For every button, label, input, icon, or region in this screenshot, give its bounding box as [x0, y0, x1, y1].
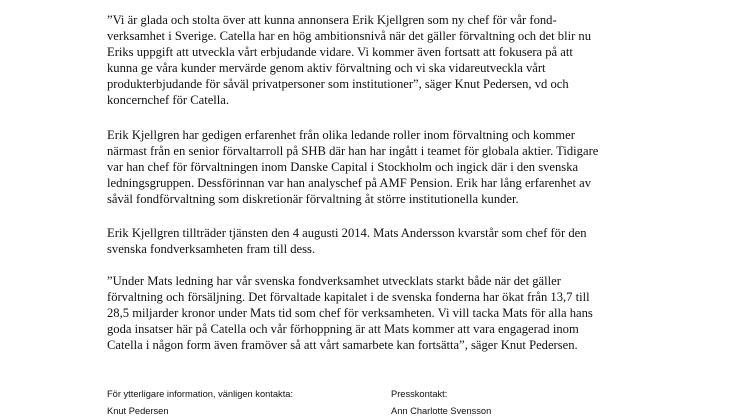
- text-line: produkterbjudande för såväl privatpersoner som institutioner”, säger Knut Pedersen, vd och: [107, 77, 569, 91]
- press-contact-name: Ann Charlotte Svensson: [391, 406, 492, 416]
- text-line: Erik Kjellgren tillträder tjänsten den 4 augusti 2014. Mats Andersson kvarstår som chef för den: [107, 226, 587, 240]
- quote-paragraph-thanks: [107, 273, 667, 353]
- info-contact-heading: För ytterligare information, vänligen kontakta:: [107, 389, 294, 399]
- text-line: svenska fondverksamheten fram till dess.: [107, 242, 316, 256]
- info-contact-name: Knut Pedersen: [107, 406, 169, 416]
- text-line: var han chef för förvaltningen inom Danske Capital i Stockholm och ingick där i den svenska: [107, 160, 579, 174]
- press-contact-heading: Presskontakt:: [391, 389, 448, 399]
- text-line: Eriks uppgift att utveckla vårt erbjudande vidare. Vi kommer även fortsatt att fokusera på att: [107, 45, 573, 59]
- text-line: ledningsgruppen. Dessförinnan var han analyschef på AMF Pension. Erik har lång erfarenhet av: [107, 176, 592, 190]
- text-line: ”Under Mats ledning har vår svenska fondverksamhet utvecklats starkt både när det gäller: [107, 274, 561, 288]
- text-line: goda insatser här på Catella och vår förhoppning är att Mats kommer att vara engagerad inom: [107, 322, 579, 336]
- text-line: förvaltning och försäljning. Det förvaltade kapitalet i de svenska fonderna har ökat från 13,7 till: [107, 290, 590, 304]
- text-line: närmast från en senior förvaltarroll på SHB där han har ingått i teamet för globala aktier. Tidigare: [107, 144, 599, 158]
- start-date-paragraph: [107, 225, 667, 257]
- text-line: såväl fondförvaltning som diskretionär förvaltning åt större institutionella kunder.: [107, 192, 519, 206]
- text-line: ”Vi är glada och stolta över att kunna annonsera Erik Kjellgren som ny chef för vår fond-: [107, 13, 557, 27]
- press-contact-block: [391, 386, 491, 419]
- text-line: koncernchef för Catella.: [107, 93, 230, 107]
- text-line: kunna ge våra kunder mervärde genom aktiv förvaltning och vi ska vidareutveckla vårt: [107, 61, 546, 75]
- text-line: Erik Kjellgren har gedigen erfarenhet från olika ledande roller inom förvaltning och kommer: [107, 128, 575, 142]
- background-paragraph: [107, 127, 667, 207]
- quote-paragraph-ceo: [107, 12, 667, 108]
- text-line: Catella i någon form även framöver så att vårt samarbete kan fortsätta”, säger Knut Pedersen.: [107, 338, 578, 352]
- text-line: verksamhet i Sverige. Catella har en hög ambitionsnivå när det gäller förvaltning och det blir nu: [107, 29, 592, 43]
- info-contact-block: [107, 386, 293, 419]
- text-line: 28,5 miljarder kronor under Mats tid som chef för verksamheten. Vi vill tacka Mats för alla hans: [107, 306, 593, 320]
